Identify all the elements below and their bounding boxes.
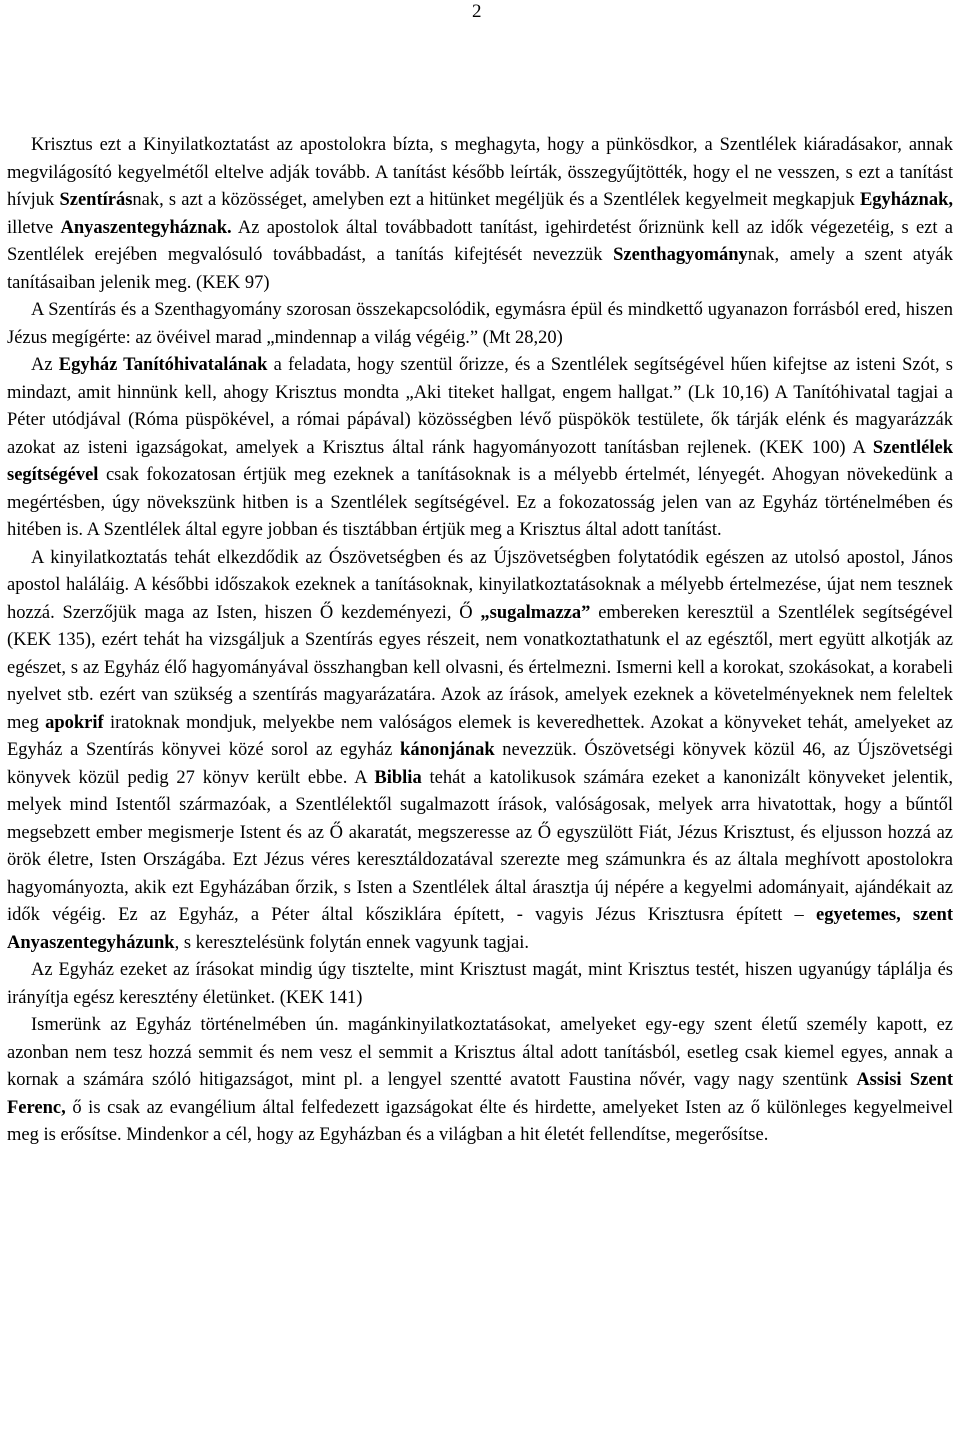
paragraph <box>7 297 953 352</box>
bold-text: Egyháznak, <box>859 190 954 210</box>
bold-text: Biblia <box>374 767 422 788</box>
text-run: Az <box>31 355 59 375</box>
bold-text: Assisi Szent Ferenc, <box>7 1070 953 1118</box>
paragraph <box>7 132 953 297</box>
bold-text: kánonjának <box>400 740 495 760</box>
text-run: Ismerünk az Egyház történelmében ún. magánkinyilatkoztatásokat, amelyeket egy-egy szent életű személy kapott, ez azonban nem tesz hozzá semmit és nem vesz el semmit a Krisztus által adott tanításból, esetleg csak kiemel egyes, annak a kornak a számára szóló hitigazságot, mint pl. a lengyel szentté avatott Faustina nővér, vagy nagy szentünk <box>7 1015 953 1090</box>
text-run: A Szentírás és a Szenthagyomány szorosan összekapcsolódik, egymásra épül és mindkettő ugyanazon forrásból ered, hiszen Jézus megígérte: az övéivel marad „mindennap a világ végéig.” (Mt 28,20) <box>7 300 953 348</box>
bold-text: Egyház Tanítóhivatalának <box>58 355 268 375</box>
bold-text: „sugalmazza” <box>480 602 591 623</box>
text-run: , s keresztelésünk folytán ennek vagyunk tagjai. <box>174 932 530 953</box>
text-run: ő is csak az evangélium által felfedezett igazságokat élte és hirdette, amelyeket Isten az ő különleges kegyelmeivel meg is erősítse. Mindenkor a cél, hogy az Egyházban és a világban a hit életét fellendítse, megerősítse. <box>7 1097 953 1145</box>
bold-text: Szentlélek segítségével <box>7 437 953 485</box>
bold-text: Szenthagyomány <box>613 245 748 265</box>
text-run: A kinyilatkoztatás tehát elkezdődik az Ószövetségben és az Újszövetségben folytatódik egészen az utolsó apostol, János apostol haláláig. A későbbi időszakok ezeknek a tanításoknak, kinyilatkoztatásoknak a mélyebb értelmezése, újat nem tesznek hozzá. Szerzőjük maga az Isten, hiszen Ő kezdeményezi, Ő <box>7 547 953 623</box>
text-run: a feladata, hogy szentül őrizze, és a Szentlélek segítségével hűen kifejtse az isteni Szót, s mindazt, amit hinnünk kell, ahogy Krisztus mondta „Aki titeket hallgat, engem hallgat.” (Lk 10,16) A Tanítóhivatal tagjai a Péter utódjával (Róma püspökével, a római pápával) közösségben lévő püspökök testülete, ők tárják elénk és magyarázzák azokat az isteni igazságokat, amelyek a Krisztus által ránk hagyományozott tanításban rejlenek. (KEK 100) A <box>7 355 953 458</box>
bold-text: apokrif <box>45 712 104 733</box>
text-run: nevezzük. Ószövetségi könyvek közül 46, az Újszövetségi könyvek közül pedig 27 könyv került ebbe. A <box>7 740 953 788</box>
page-number: 2 <box>472 1 482 22</box>
text-run: iratoknak mondjuk, melyekbe nem valóságos elemek is keveredhettek. Azokat a könyveket tehát, amelyeket az Egyház a Szentírás könyvei közé sorol az egyház <box>7 712 953 760</box>
bold-text: Anyaszentegyháznak. <box>60 217 232 238</box>
text-run: embereken keresztül a Szentlélek segítségével (KEK 135), ezért tehát ha vizsgáljuk a Szentírás egyes részeit, nem vonatkoztathatunk el az egésztől, mert együtt alkotják az egészet, s az Egyház élő hagyományával összhangban kell olvasni, és értelmezni. Ismerni kell a korokat, szokásokat, a korabeli nyelvet stb. ezért van szükség a szentírás magyarázatára. Azok az írások, amelyek ezeknek a követelményeknek nem feleltek meg <box>7 602 953 733</box>
paragraph <box>7 957 953 1012</box>
paragraph <box>7 352 953 545</box>
text-run: Az Egyház ezeket az írásokat mindig úgy tisztelte, mint Krisztust magát, mint Krisztus testét, hiszen ugyanúgy táplálja és irányítja egész keresztény életünket. (KEK 141) <box>7 960 953 1008</box>
text-run: nak, s azt a közösséget, amelyben ezt a hitünket megéljük és a Szentlélek kegyelmeit megkapjuk <box>132 190 860 210</box>
text-run: nak, amely a szent atyák tanításaiban jelenik meg. (KEK 97) <box>7 245 953 293</box>
paragraph <box>7 1012 953 1150</box>
text-run: csak fokozatosan értjük meg ezeknek a tanításoknak is a mélyebb értelmét, lényegét. Ahogyan növekedünk a megértésben, úgy növekszünk hitben is a Szentlélek segítségével. Ez a fokozatosság jelen van az Egyház történelmében és hitében is. A Szentlélek által egyre jobban és tisztábban értjük meg a Krisztus által adott tanítást. <box>7 465 953 540</box>
text-run: Az apostolok által továbbadott tanítást, igehirdetést őriznünk kell az idők végezetéig, s ezt a Szentlélek erejében megvalósuló továbbadást, a tanítás kifejtését nevezzük <box>7 217 953 265</box>
text-run: Krisztus ezt a Kinyilatkoztatást az apostolokra bízta, s meghagyta, hogy a pünkösdkor, a Szentlélek kiáradásakor, annak megvilágosító kegyelmétől eltelve adják tovább. A tanítást később leírták, összegyűjtötték, hogy el ne vesszen, s ezt a tanítást hívjuk <box>7 135 953 210</box>
body-text <box>7 132 953 1150</box>
text-run: tehát a katolikusok számára ezeket a kanonizált könyveket jelentik, melyek mind Istentől származóak, a Szentlélektől sugalmazott írások, valóságosak, melyek arra hivatottak, hogy a bűntől megsebzett ember megismerje Istent és az Ő akaratát, megszeresse az Ő egyszülött Fiát, Jézus Krisztust, és eljusson hozzá az örök életre, Isten Országába. Ezt Jézus véres keresztáldozatával szerezte meg számunkra és az általa meghívott apostolokra hagyományozta, akik ezt Egyházában őrzik, s Isten a Szentlélek által árasztja új népére a kegyelmi adományait, ajándékait az idők végéig. Ez az Egyház, a Péter által kősziklára épített, - vagyis Jézus Krisztusra épített – <box>7 767 953 925</box>
bold-text: egyetemes, szent Anyaszentegyházunk <box>7 905 953 953</box>
bold-text: Szentírás <box>59 190 133 210</box>
text-run: illetve <box>7 217 61 238</box>
paragraph <box>7 545 953 958</box>
